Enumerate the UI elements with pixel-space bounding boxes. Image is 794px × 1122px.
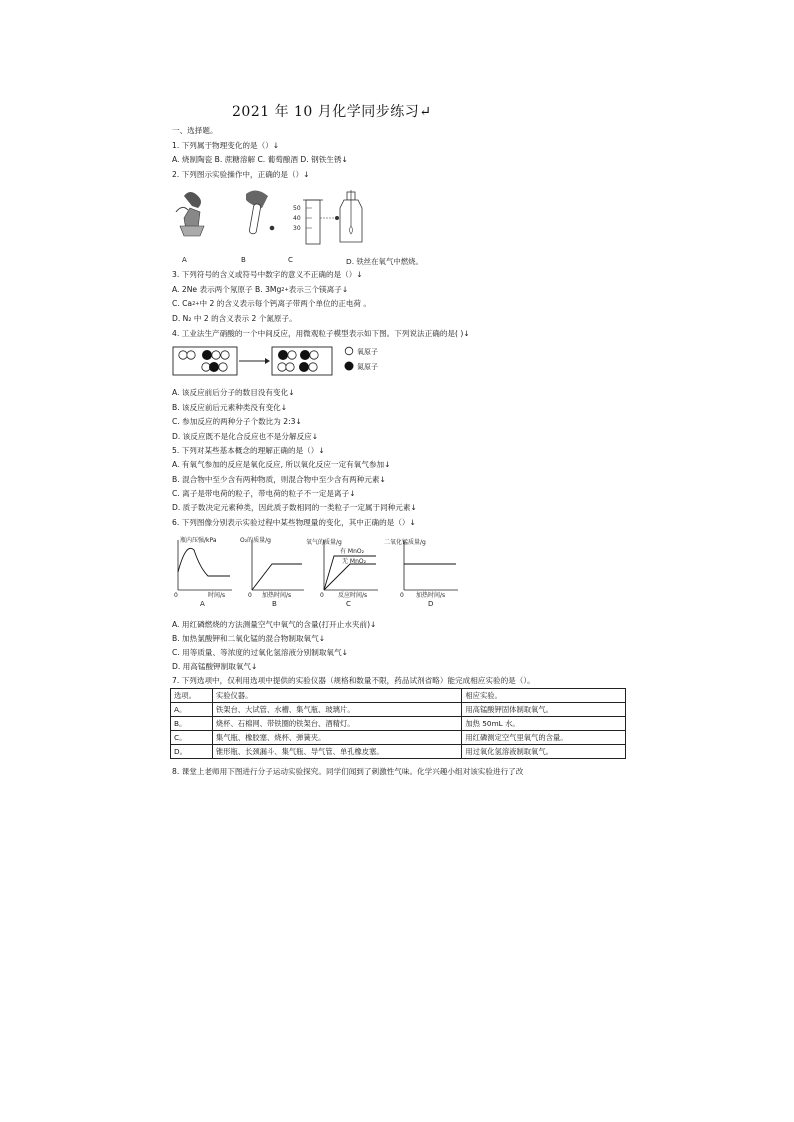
page-title: 2021 年 10 月化学同步练习↵ bbox=[232, 104, 432, 120]
q2-label-a: A bbox=[182, 256, 187, 264]
graph-c-curve-without bbox=[324, 564, 376, 590]
table-cell: 集气瓶、橡胶塞、烧杯、弹簧夹。 bbox=[212, 731, 461, 745]
q6-option-d: D. 用高锰酸钾制取氧气↓ bbox=[172, 662, 258, 671]
graph-a-curve bbox=[178, 548, 230, 576]
q3-a-sup: 2+ bbox=[281, 287, 289, 293]
table-header-cell: 相应实验。 bbox=[462, 689, 626, 703]
graph-c-xlabel: 反应时间/s bbox=[338, 592, 368, 599]
q4-option-d: D. 该反应既不是化合反应也不是分解反应↓ bbox=[172, 432, 319, 441]
q4-option-c: C. 参加反应的两种分子个数比为 2:3↓ bbox=[172, 417, 302, 426]
q6-graph-c bbox=[306, 538, 378, 608]
q5-option-c: C. 离子是带电荷的粒子，带电荷的粒子不一定是离子↓ bbox=[172, 489, 356, 498]
q4-option-a: A. 该反应前后分子的数目没有变化↓ bbox=[172, 388, 295, 397]
graph-b-tag: B bbox=[272, 600, 277, 608]
graph-c-without-label: 无 MnO₂ bbox=[342, 558, 367, 565]
table-cell: 用高锰酸钾固体制取氧气。 bbox=[462, 703, 626, 717]
graph-d-xlabel: 加热时间/s bbox=[416, 592, 446, 599]
table-header-row bbox=[171, 689, 626, 703]
graph-c-origin: 0 bbox=[320, 592, 324, 599]
graph-b-origin: 0 bbox=[248, 592, 252, 599]
table-header-cell: 实验仪器。 bbox=[212, 689, 461, 703]
q6-option-a: A. 用红磷燃烧的方法测量空气中氧气的含量(打开止水夹前)↓ bbox=[172, 620, 377, 629]
q7-stem: 7. 下列选项中，仅利用选项中提供的实验仪器（规格和数量不限，药品试剂省略）能完成相应实验的是（）。 bbox=[172, 676, 535, 685]
q2-label-d: D. 铁丝在氧气中燃烧。 bbox=[346, 257, 423, 266]
q2-stem: 2. 下列图示实验操作中，正确的是（）↓ bbox=[172, 170, 310, 179]
table-cell: C。 bbox=[171, 731, 213, 745]
graph-a-origin: 0 bbox=[174, 592, 178, 599]
q4-reaction-diagram bbox=[172, 344, 344, 380]
q5-option-d: D. 质子数决定元素种类，因此质子数相同的一类粒子一定属于同种元素↓ bbox=[172, 503, 417, 512]
q3-c-post: 中 2 的含义表示每个钙离子带两个单位的正电荷 。 bbox=[199, 299, 372, 308]
section-heading: 一、选择题。 bbox=[172, 126, 218, 135]
q6-graph-d bbox=[384, 538, 458, 608]
q5-option-a: A. 有氧气参加的反应是氧化反应, 所以氧化反应一定有氧气参加↓ bbox=[172, 460, 391, 469]
table-cell: 锥形瓶、长颈漏斗、集气瓶、导气管、单孔橡皮塞。 bbox=[212, 745, 461, 759]
oxygen-atom-icon bbox=[345, 347, 353, 355]
q5-option-b: B. 混合物中至少含有两种物质，则混合物中至少含有两种元素↓ bbox=[172, 475, 386, 484]
graph-d-ylabel: 二氧化锰质量/g bbox=[384, 539, 426, 546]
table-row bbox=[171, 717, 626, 731]
graph-d-tag: D bbox=[428, 600, 434, 608]
table-cell: 用过氧化氢溶液制取氧气。 bbox=[462, 745, 626, 759]
graph-b-curve bbox=[252, 564, 302, 590]
table-row bbox=[171, 731, 626, 745]
q2-figure-a-pouring bbox=[176, 192, 204, 236]
q2-figure-c-cylinder bbox=[293, 200, 339, 244]
q6-option-c: C. 用等质量、等浓度的过氧化氢溶液分别制取氧气↓ bbox=[172, 648, 348, 657]
q4-legend-oxygen: 氧原子 bbox=[357, 348, 378, 356]
q7-table bbox=[170, 688, 626, 759]
cyl-tick-40: 40 bbox=[293, 215, 301, 222]
q3-c-sup: 2+ bbox=[192, 301, 200, 307]
cyl-tick-30: 30 bbox=[293, 225, 301, 232]
q2-figure-d-bottle bbox=[340, 190, 362, 242]
graph-c-ylabel: 氧气的质量/g bbox=[306, 539, 342, 546]
table-cell: B。 bbox=[171, 717, 213, 731]
table-cell: D。 bbox=[171, 745, 213, 759]
table-cell: 烧杯、石棉网、带铁圈的铁架台、酒精灯。 bbox=[212, 717, 461, 731]
q6-option-b: B. 加热氯酸钾和二氧化锰的混合物制取氧气↓ bbox=[172, 634, 326, 643]
table-header-cell: 选项。 bbox=[171, 689, 213, 703]
q2-label-b: B bbox=[241, 256, 246, 264]
q3-a-post: 表示三个镁离子↓ bbox=[288, 285, 349, 294]
graph-c-tag: C bbox=[346, 600, 351, 608]
graph-b-ylabel: O₂的质量/g bbox=[240, 537, 271, 544]
q4-legend-nitrogen: 氮原子 bbox=[357, 363, 378, 371]
q6-graph-b bbox=[240, 536, 304, 608]
q4-stem: 4. 工业法生产硝酸的一个中间反应，用微观粒子模型表示如下图。下列说法正确的是( )↓ bbox=[172, 329, 470, 338]
q3-stem: 3. 下列符号的含义或符号中数字的意义不正确的是（）↓ bbox=[172, 270, 363, 279]
graph-a-xlabel: 时间/s bbox=[208, 592, 226, 599]
table-cell: 用红磷测定空气里氧气的含量。 bbox=[462, 731, 626, 745]
q3-option-c bbox=[172, 299, 371, 309]
table-row bbox=[171, 703, 626, 717]
graph-a-ylabel: 瓶内压强/kPa bbox=[180, 537, 217, 544]
q3-c-pre: C. Ca bbox=[172, 299, 193, 308]
table-cell: 铁架台、大试管、水槽、集气瓶、玻璃片。 bbox=[212, 703, 461, 717]
q6-graphs bbox=[172, 534, 462, 616]
q2-figures bbox=[172, 186, 402, 248]
table-cell: 加热 50mL 水。 bbox=[462, 717, 626, 731]
q1-options: A. 烧制陶瓷 B. 蔗糖溶解 C. 葡萄酿酒 D. 钢铁生锈↓ bbox=[172, 155, 348, 164]
q3-option-d: D. N₂ 中 2 的含义表示 2 个氮原子。 bbox=[172, 314, 297, 323]
q2-label-c: C bbox=[288, 256, 293, 264]
table-row bbox=[171, 745, 626, 759]
graph-c-with-label: 有 MnO₂ bbox=[340, 548, 365, 555]
q4-legend-icons bbox=[344, 345, 356, 373]
q6-graph-a bbox=[174, 536, 232, 608]
q4-option-b: B. 该反应前后元素种类没有变化↓ bbox=[172, 403, 288, 412]
q1-stem: 1. 下列属于物理变化的是（）↓ bbox=[172, 141, 280, 150]
q8-stem: 8. 课堂上老师用下图进行分子运动实验探究。同学们闻到了刺激性气味。化学兴趣小组对该实验进行了改 bbox=[172, 767, 524, 776]
nitrogen-atom-icon bbox=[345, 362, 354, 371]
graph-b-xlabel: 加热时间/s bbox=[262, 592, 292, 599]
q6-stem: 6. 下列图像分别表示实验过程中某些物理量的变化，其中正确的是（）↓ bbox=[172, 518, 416, 527]
graph-a-tag: A bbox=[200, 600, 205, 608]
cyl-tick-50: 50 bbox=[293, 205, 301, 212]
table-cell: A。 bbox=[171, 703, 213, 717]
q3-option-ab bbox=[172, 285, 348, 295]
q2-figure-b-test-tube bbox=[246, 190, 274, 234]
q3-a-pre: A. 2Ne 表示两个氖原子 B. 3Mg bbox=[172, 285, 282, 294]
q5-stem: 5. 下列对某些基本概念的理解正确的是（）↓ bbox=[172, 446, 325, 455]
graph-d-origin: 0 bbox=[400, 592, 404, 599]
